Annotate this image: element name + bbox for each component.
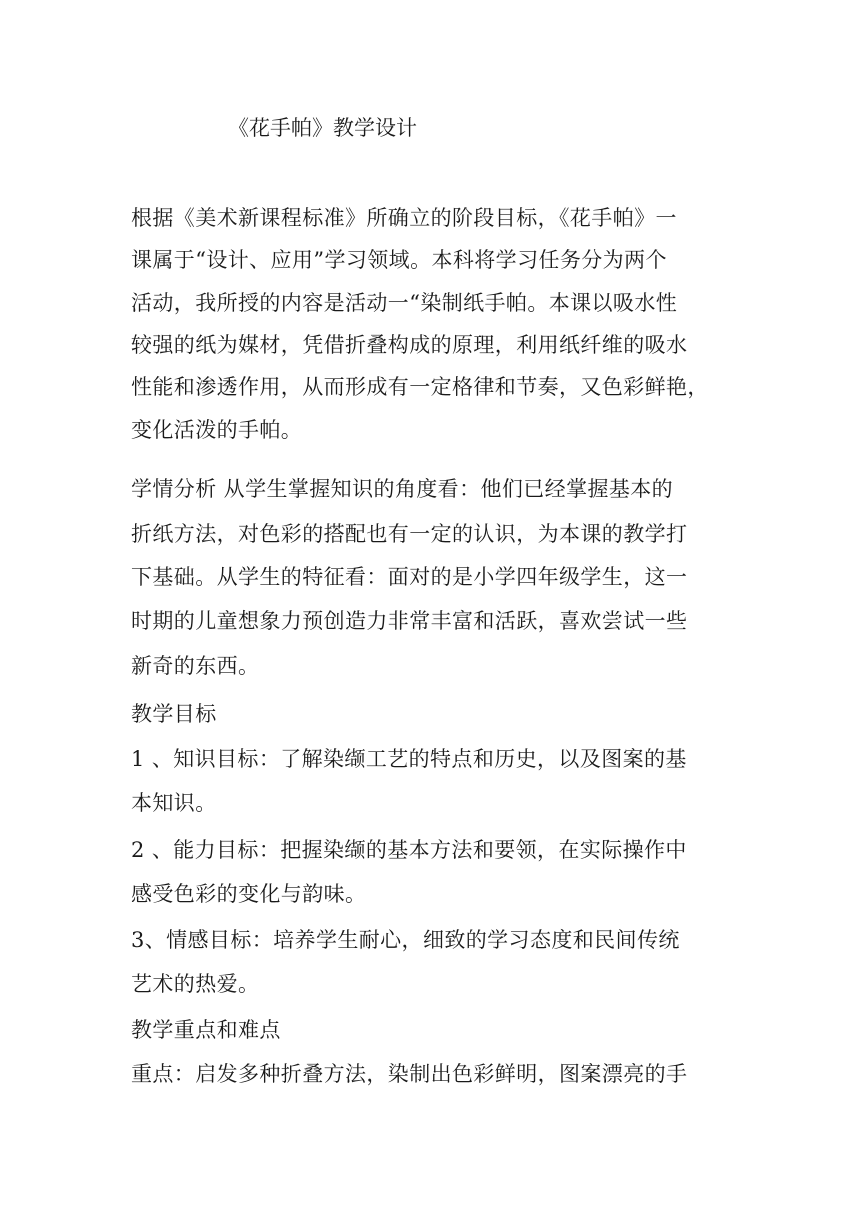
paragraph-line: 较强的纸为媒材，凭借折叠构成的原理，利用纸纤维的吸水 (131, 333, 688, 357)
paragraph-line: 下基础。从学生的特征看：面对的是小学四年级学生，这一 (131, 565, 688, 589)
paragraph-line: 根据《美术新课程标准》所确立的阶段目标，《花手帕》一 (131, 206, 677, 230)
list-item-line: 3、情感目标：培养学生耐心，细致的学习态度和民间传统 (131, 928, 680, 952)
list-item-line: 1 、知识目标：了解染缬工艺的特点和历史，以及图案的基 (131, 747, 687, 771)
section-heading: 教学重点和难点 (131, 1018, 281, 1042)
paragraph-line: 折纸方法，对色彩的搭配也有一定的认识，为本课的教学打 (131, 522, 688, 546)
paragraph-line: 学情分析 从学生掌握知识的角度看：他们已经掌握基本的 (131, 477, 674, 501)
document-title: 《花手帕》教学设计 (228, 116, 417, 140)
paragraph-line: 新奇的东西。 (131, 654, 260, 678)
list-item-line: 2 、能力目标：把握染缬的基本方法和要领，在实际操作中 (131, 838, 687, 862)
paragraph-line: 时期的儿童想象力预创造力非常丰富和活跃，喜欢尝试一些 (131, 609, 688, 633)
list-item-line: 艺术的热爱。 (131, 972, 260, 996)
list-item-line: 感受色彩的变化与韵味。 (131, 882, 367, 906)
paragraph-line: 变化活泼的手帕。 (131, 418, 303, 442)
section-heading: 教学目标 (131, 702, 217, 726)
list-item-line: 本知识。 (131, 791, 217, 815)
paragraph-line: 性能和渗透作用，从而形成有一定格律和节奏，又色彩鲜艳， (131, 375, 709, 399)
paragraph-line: 课属于“设计、应用”学习领域。本科将学习任务分为两个 (131, 248, 667, 272)
paragraph-line: 重点：启发多种折叠方法，染制出色彩鲜明，图案漂亮的手 (131, 1062, 688, 1086)
paragraph-line: 活动，我所授的内容是活动一“染制纸手帕。本课以吸水性 (131, 291, 678, 315)
